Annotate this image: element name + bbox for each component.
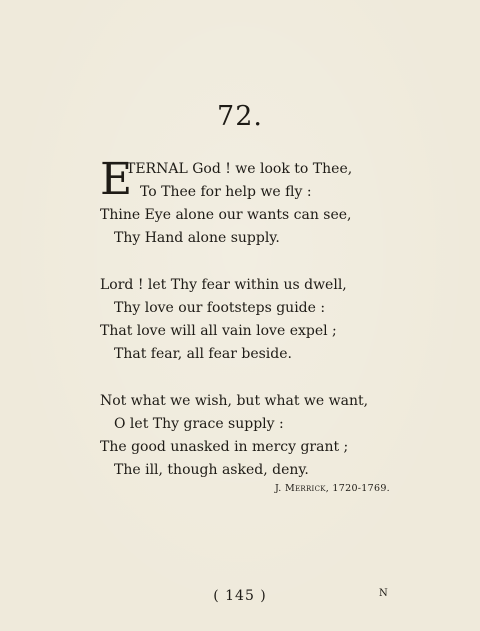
stanza-line: That love will all vain love expel ; — [100, 323, 337, 339]
stanza-line: Thine Eye alone our wants can see, — [100, 207, 352, 223]
stanza-line: That fear, all fear beside. — [114, 346, 292, 362]
drop-cap-letter: E — [100, 154, 133, 205]
stanza-line: Not what we wish, but what we want, — [100, 393, 369, 409]
author-attribution: J. Merrick, 1720-1769. — [274, 483, 390, 494]
hymn-number: 72. — [217, 101, 263, 132]
stanza-3 — [100, 390, 400, 482]
page-number: ( 145 ) — [213, 588, 267, 604]
stanza-line: TERNAL God ! we look to Thee, — [126, 161, 353, 177]
stanza-line: O let Thy grace supply : — [114, 416, 284, 432]
stanza-line: Thy love our footsteps guide : — [114, 300, 326, 316]
stanza-2 — [100, 274, 400, 366]
stanza-line: To Thee for help we fly : — [140, 184, 312, 200]
signature-mark: N — [379, 588, 388, 599]
stanza-line: Thy Hand alone supply. — [114, 230, 280, 246]
stanza-line: Lord ! let Thy fear within us dwell, — [100, 277, 347, 293]
stanza-line: The ill, though asked, deny. — [114, 462, 309, 478]
stanza-1 — [100, 154, 400, 250]
stanza-line: The good unasked in mercy grant ; — [100, 439, 349, 455]
